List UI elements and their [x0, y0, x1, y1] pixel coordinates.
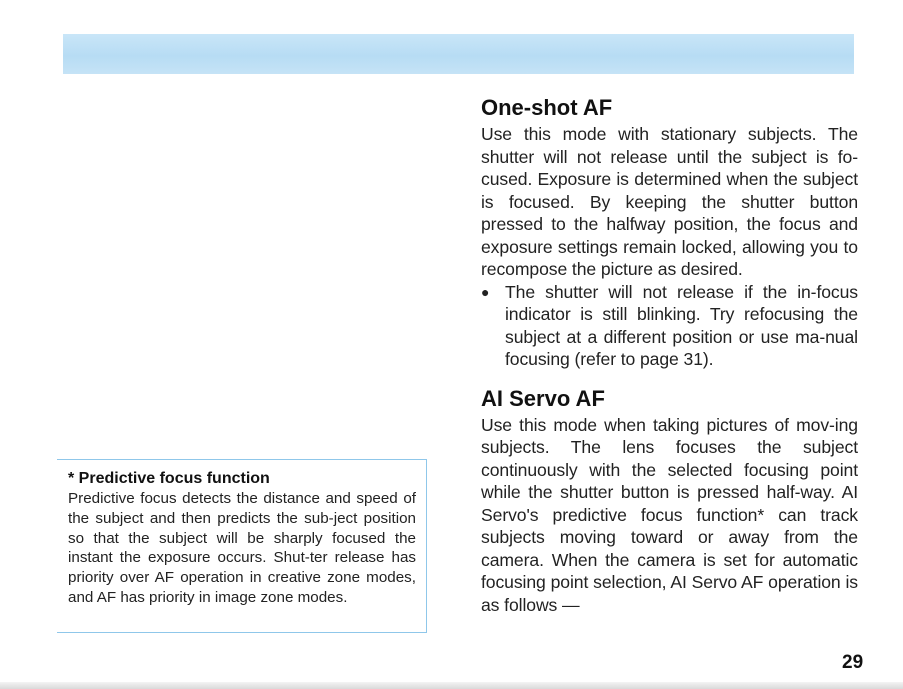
- one-shot-af-heading: One-shot AF: [481, 95, 613, 120]
- bullet-dot-icon: ●: [481, 283, 490, 300]
- header-color-band: [63, 34, 854, 74]
- page-number: 29: [842, 652, 864, 673]
- note-body: Predictive focus detects the distance and speed of the subject and then predicts the sub-ject position so that the subject will be sharply focused the instant the exposure occurs. Shut-ter release has priority over AF operation in creative zone modes, and AF has priority in image zone modes.: [68, 490, 416, 606]
- page-bottom-edge: [0, 682, 903, 689]
- predictive-focus-note-box: [57, 459, 427, 633]
- main-text-column: [481, 93, 858, 616]
- bullet-text: The shutter will not release if the in-focus indicator is still blinking. Try refocusing the subject at a different position or use ma-nual focusing (refer to page 31).: [505, 281, 858, 369]
- ai-servo-af-heading: AI Servo AF: [481, 385, 605, 411]
- note-title: * Predictive focus function: [68, 470, 270, 487]
- one-shot-af-paragraph: Use this mode with stationary subjects. The shutter will not release until the subject is fo-cused. Exposure is determined when the subject is focused. By keeping the shutter button pressed to the halfway position, the focus and exposure settings remain locked, allowing you to recompose the picture as desired.: [481, 124, 858, 279]
- ai-servo-af-paragraph: Use this mode when taking pictures of mov-ing subjects. The lens focuses the subject continuously with the selected focusing point while the shutter button is pressed half-way. AI Servo's predictive focus function* can track subjects moving toward or away from the camera. When the camera is set for automatic focusing point selection, AI Servo AF operation is as follows —: [481, 414, 858, 615]
- one-shot-af-bullet: [481, 281, 858, 371]
